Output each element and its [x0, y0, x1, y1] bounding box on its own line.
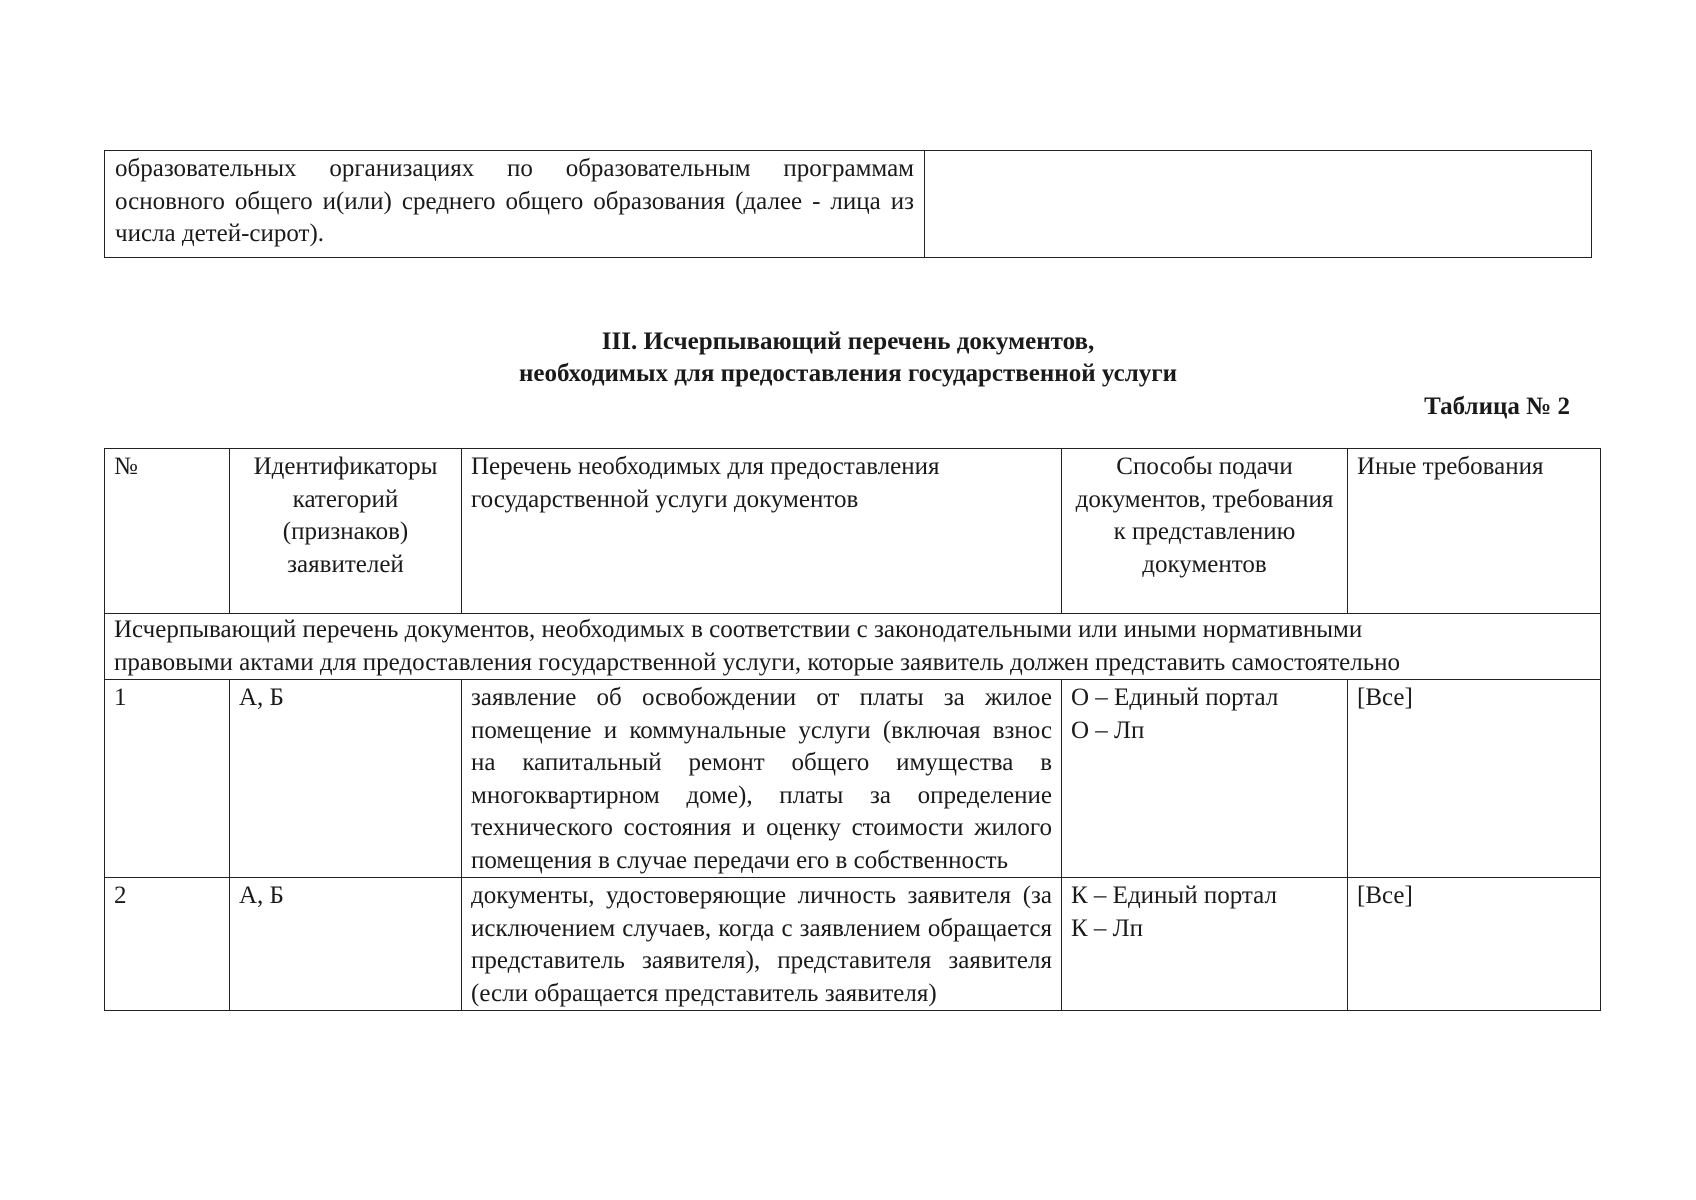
row-num: 2	[105, 878, 230, 1011]
table-number-label: Таблица № 2	[1424, 393, 1570, 420]
section-title-cell	[105, 614, 1601, 680]
documents-table	[104, 448, 1601, 1011]
row-document: заявление об освобождении от платы за жилое помещение и коммунальные услуги (включая взнос на капитальный ремонт общего имущества в многоквартирном доме), платы за определение технического состояния и оценку стоимости жилого помещения в случае передачи его в собственность	[462, 680, 1062, 878]
continuation-table	[104, 150, 1592, 258]
section-heading-line1: III. Исчерпывающий перечень документов,	[601, 328, 1095, 355]
row-methods	[1062, 680, 1348, 878]
header-identifiers: Идентификаторы категорий (признаков) заявителей	[230, 449, 462, 614]
header-num: №	[105, 449, 230, 614]
table-row	[105, 878, 1601, 1011]
header-other: Иные требования	[1348, 449, 1601, 614]
row-methods	[1062, 878, 1348, 1011]
continuation-text-cell: образовательных организациях по образовательным программам основного общего и(или) среднего общего образования (далее - лица из числа детей-сирот).	[105, 151, 925, 258]
row-other: [Все]	[1348, 680, 1601, 878]
table-row	[105, 680, 1601, 878]
table-header-row	[105, 449, 1601, 614]
table-row	[105, 151, 1592, 258]
row-num: 1	[105, 680, 230, 878]
section-heading	[0, 326, 1696, 390]
section-title-line2: правовыми актами для предоставления государственной услуги, которые заявитель должен представить самостоятельно	[114, 648, 1400, 676]
row-document: документы, удостоверяющие личность заявителя (за исключением случаев, когда с заявлением обращается представитель заявителя), представителя заявителя (если обращается представитель заявителя)	[462, 878, 1062, 1011]
section-title-line1: Исчерпывающий перечень документов, необходимых в соответствии с законодательными или иными нормативными	[114, 616, 1363, 643]
row-other: [Все]	[1348, 878, 1601, 1011]
row-method-line2: О – Лп	[1071, 716, 1145, 744]
row-identifiers: А, Б	[230, 680, 462, 878]
header-methods: Способы подачи документов, требования к представлению документов	[1062, 449, 1348, 614]
header-documents: Перечень необходимых для предоставления государственной услуги документов	[462, 449, 1062, 614]
row-method-line1: К – Единый портал	[1071, 882, 1277, 909]
continuation-empty-cell	[925, 151, 1592, 258]
section-title-row	[105, 614, 1601, 680]
row-method-line2: К – Лп	[1071, 914, 1144, 942]
row-method-line1: О – Единый портал	[1071, 684, 1279, 711]
section-heading-line2: необходимых для предоставления государственной услуги	[519, 360, 1177, 387]
row-identifiers: А, Б	[230, 878, 462, 1011]
